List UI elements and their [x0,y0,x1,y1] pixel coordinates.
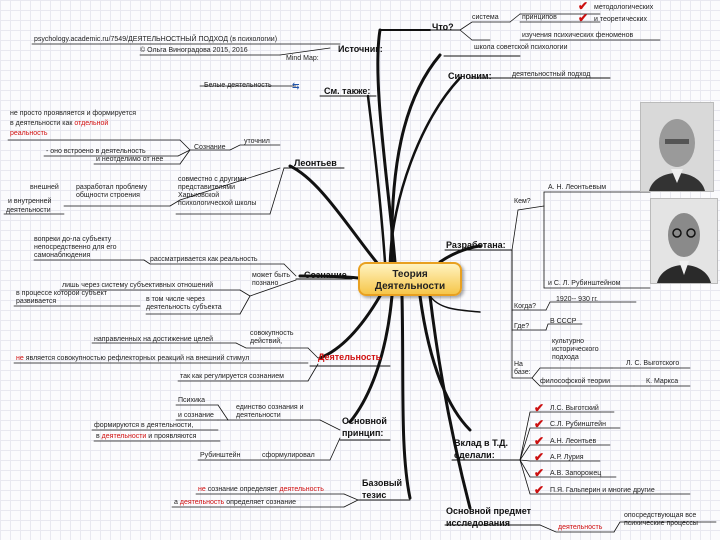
contribution-label-1[interactable]: Вклад в Т.Д. [454,438,508,448]
principle-manifested: в деятельности и проявляются [96,433,197,440]
portrait-leontiev-image [640,102,714,192]
ussr-text: В СССР [550,318,577,325]
activity-word-text: деятельности [6,207,51,214]
leontiev-note-2: в деятельности как отдельной [10,120,109,127]
built-in-text: - оно встроено в деятельность [46,148,146,155]
activity-note-1: направленных на достижение целей [94,336,214,343]
inseparable-text: и неотделимо от нее [96,156,164,163]
vygotsky-text: Л. С. Выготского [626,360,680,367]
central-topic-line2: Деятельности [374,281,446,292]
subject-value: деятельность [558,524,603,531]
checkmark-icon: ✔ [534,401,545,415]
consciousness-note-4: в процессе которой субъект развивается [16,290,107,305]
synonym-label[interactable]: Синоним: [448,71,492,81]
checkmark-icon: ✔ [534,483,545,497]
thesis-label-2[interactable]: тезис [362,490,387,500]
see-also-label[interactable]: См. также: [324,86,371,96]
central-topic[interactable] [358,262,462,296]
consciousness-note-1: вопреки до-ла субъекту непосредственно для его самонаблюдения [34,236,117,259]
consciousness-note-5: в том числе через деятельность субъекта [146,296,222,311]
study-text: изучения психических феноменов [522,32,634,39]
external-text: внешней [30,184,59,191]
activity-note-4: так как регулируется сознанием [180,373,284,380]
school-text: школа советской психологии [474,44,568,51]
where-label: Где? [514,323,530,330]
principle-psyche: Психика [178,397,205,404]
principle-label-2[interactable]: принцип: [342,428,384,438]
rubinstein-text: Рубинштейн [200,452,241,459]
subject-note: опосредствующая все психические процессы [624,512,698,527]
principles-text: принципов [522,14,557,21]
checkmark-icon: ✔ [578,11,589,25]
activity-label[interactable]: Деятельность [318,352,382,362]
leontiev-label[interactable]: Леонтьев [294,158,337,168]
subject-label-2[interactable]: исследования [446,518,510,528]
mindmap-label: Mind Map: [286,55,319,62]
contributor-item: А.В. Запорожец [550,470,602,477]
activity-note-2: совокупность действий, [250,330,294,345]
what-label[interactable]: Что? [432,22,454,32]
checkmark-icon: ✔ [534,434,545,448]
contributor-item: А.Н. Леонтьев [550,438,597,445]
leontiev-name: А. Н. Леонтьевым [548,184,607,191]
formulated-text: сформулировал [262,452,315,459]
leontiev-note-1: не просто проявляется и формируется [10,110,137,117]
system-text: система [472,14,499,21]
checkmark-icon: ✔ [578,0,589,13]
source-label[interactable]: Источник: [338,44,383,54]
checkmark-icon: ✔ [534,450,545,464]
contributor-item: А.Р. Лурия [550,454,584,461]
checkmark-icon: ✔ [534,417,545,431]
may-be-known-text: может быть познано [252,272,291,287]
consciousness-note-3: лишь через систему субъективных отношений [62,282,214,289]
developed-label[interactable]: Разработана: [446,240,506,250]
source-url-link[interactable]: psychology.academic.ru/7549/ДЕЯТЕЛЬНОСТНЫЙ ПОДХОД (в психологии) [34,36,278,43]
developed-problem-text: разработал проблему общности строения [76,184,148,199]
thesis-line-2: а деятельность определяет сознание [174,499,296,506]
consciousness-sub-label: Сознание [194,144,226,151]
years-text: 1920-- 930 гг. [556,296,598,303]
principle-formed: формируются в деятельности, [94,422,194,429]
see-also-value[interactable]: Белые деятельность [204,82,272,89]
marx-text: К. Маркса [646,378,679,385]
link-icon: ⇆ [292,81,300,91]
principle-unity: единство сознания и деятельности [236,404,304,419]
consciousness-note-2: рассматривается как реальность [150,256,258,263]
contributor-item: С.Л. Рубинштейн [550,421,606,428]
cultural-text: культурно исторического подхода [552,338,599,361]
checkmark-icon: ✔ [534,466,545,480]
contributor-item: Л.С. Выготский [550,405,599,412]
subject-label-1[interactable]: Основной предмет [446,506,532,516]
principle-label-1[interactable]: Основной [342,416,387,426]
clarified-text: уточнил [244,138,270,145]
methodological-text: методологических [594,4,654,11]
activity-note-3: не является совокупностью рефлекторных реакций на внешний стимул [16,355,250,362]
theoretical-text: и теоретических [594,16,647,23]
on-basis-label: На базе: [514,361,531,376]
portrait-rubinstein-image [650,198,718,284]
contribution-label-2[interactable]: сделали: [454,450,495,460]
principle-consciousness: и сознание [178,412,214,419]
contributor-item: П.Я. Гальперин и многие другие [550,487,655,494]
thesis-line-1: не сознание определяет деятельность [198,486,324,493]
when-label: Когда? [514,303,537,310]
jointly-text: совместно с другими представителями Харьковской психологической школы [178,176,257,207]
leontiev-note-3: реальность [10,130,48,137]
thesis-label-1[interactable]: Базовый [362,478,403,488]
internal-text: и внутренней [8,198,52,205]
source-copyright: © Ольга Виноградова 2015, 2016 [140,47,248,54]
rubinstein-name: и С. Л. Рубинштейном [548,280,621,287]
central-topic-line1: Теория [392,269,428,280]
consciousness-label[interactable]: Сознание [304,270,347,280]
synonym-value: деятельностный подход [512,71,591,78]
who-label: Кем? [514,198,531,205]
philosophy-text: философской теории [540,378,610,385]
